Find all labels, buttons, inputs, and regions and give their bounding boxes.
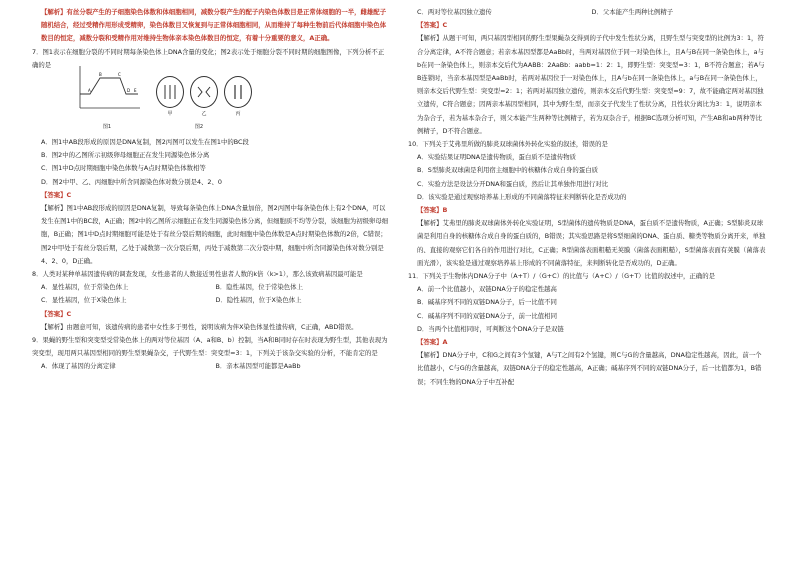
explanation-8: 【解析】由题意可知，该遗传病的患者中女性多于男性，说明该病为伴X染色体显性遗传病，C正确，ABD错误。: [41, 322, 358, 331]
question-8: 8．人类对某种单基因遗传病的调查发现，女性患者的人数接近男性患者人数的k倍（k>1），那么该致病基因最可能是: [32, 270, 363, 279]
figure-2-caption: 图2: [194, 123, 204, 130]
question-9: 9．果蝇的野生型和突变型受常染色体上的两对等位基因（A、a和B、b）控制，当A和B同时存在时表现为野生型，其他表现为突变型，现用两只基因型相同的野生型果蝇杂交，子代野生型：突变型=3：1，下列关于该杂交实验的分析，不能肯定的是: [32, 336, 388, 358]
right-column: [408, 6, 766, 389]
option-11c: C．碱基序列不同的双链DNA分子，前一比值相同: [417, 311, 557, 320]
answer-10: 【答案】B: [417, 206, 448, 215]
explanation-9: 【解析】从题干可知，两只基因型相同的野生型果蝇杂交得到的子代中发生性状分离，且野生型与突变型的比例为3：1，符合分离定律，A不符合题意；若亲本基因型都是AaBb时，当两对基因位于同一对染色体上，且A与B在同一条染色体上，a与b在同一条染色体上，则亲本交后代为AABB：2AaBb：aabb=1：2：1，即野生型：突变型=3：1，B不符合题意；若A与B连锁时，当亲本基因型是AaBb时，若两对基因位于一对染色体上，且A与b在同一条染色体上，a与B在同一条染色体上，则亲本交后代野生型：突变型=2：1；若两对基因独立遗传，则亲本交后代野生型：突变型=9：7，故不能确定两对基因独立遗传，C符合题意；因两亲本基因型相同，其中为野生型，而亲交子代发生了性状分离，且性状分离比为3：1，说明亲本为杂合子，若为基本杂合子，则父本能产生两种等比例精子，若为双杂合子，根据BC选项分析可知，产生AB和ab两种等比例精子，D不符合题意。: [417, 34, 765, 135]
explanation-6: 【解析】有丝分裂产生的子细胞染色体数和体细胞相同，减数分裂产生的配子内染色体数目是正常体细胞的一半，雌雄配子随机结合，经过受精作用形成受精卵，染色体数目又恢复到与正常体细胞相同，从而维持了每种生物前后代体细胞中染色体数目的恒定，减数分裂和受精作用对维持生物体亲本染色体数目的恒定，有着十分重要的意义，A正确。: [41, 8, 387, 43]
explanation-11: 【解析】DNA分子中，C和G之间有3个氢键，A与T之间有2个氢键，则C与G的含量越高，DNA稳定性越高，因此，前一个比值越小，C与G的含量越高，双链DNA分子的稳定性越高，A正确；碱基序列不同的双链DNA分子，后一比值都为1，B错误；不同生物的DNA分子中互补配: [417, 351, 762, 386]
figure-1-caption: 图1: [102, 123, 112, 130]
option-8b: B．隐性基因，位于常染色体上: [215, 283, 303, 292]
question-10: 10．下列关于艾弗里所做的肺炎双球菌体外转化实验的叙述，错误的是: [408, 140, 608, 149]
option-9d: D．父本能产生两种比例精子: [591, 8, 674, 16]
explanation-10: 【解析】艾弗里的肺炎双球菌体外转化实验证明，S型菌体的遗传物质是DNA，蛋白质不是遗传物质，A正确；S型肺炎双球菌是利用自身的核糖体合成自身的蛋白质的，B错误；其实验思路是将S型细菌的DNA、蛋白质、糖类等物质分离开来，单独的、直接的观察它们各自的作用进行对比，C正确；R型菌落表面粗糙无荚膜（菌落表面粗糙），S型菌落表面有荚膜（菌落表面光滑），该实验是通过观察培养基上形成的不同菌落特征，来判断转化是否成功的，D正确。: [417, 219, 766, 267]
svg-text:C: C: [118, 71, 121, 77]
cell-yi: 乙: [190, 76, 218, 121]
options-8ab: [32, 281, 390, 294]
option-7d: D．图2中甲、乙、丙细胞中所含同源染色体对数分别是4、2、0: [41, 177, 222, 186]
question-11: 11．下列关于生物体内DNA分子中（A+T）/（G+C）的比值与（A+C）/（G+T）比值的叙述中，正确的是: [408, 272, 715, 281]
answer-9: 【答案】C: [417, 21, 448, 30]
explanation-7: 【解析】图1中AB段形成的原因是DNA复制，导致每条染色体上DNA含量加倍，图2丙图中每条染色体上有2个DNA，可以发生在图1中的BC段，A正确；图2中的乙图所示细胞正在发生同源染色体分离，但细胞质不均等分裂，该细胞为初级卵母细胞，B正确；图1中D点时期细胞可能是处于有丝分裂后期的细胞，此时细胞中染色体数是A点时期染色体数的2倍，C错误；图2中甲处于有丝分裂后期，乙处于减数第一次分裂后期，丙处于减数第二次分裂中期，细胞中所含同源染色体对数分别是4、2、0，D正确。: [41, 204, 389, 265]
answer-8: 【答案】C: [41, 309, 72, 318]
question-7: 7．图1表示在细胞分裂的不同时期每条染色体上DNA含量的变化；图2表示处于细胞分裂不同时期的细胞图像，下列分析不正确的是: [32, 47, 385, 69]
option-9b: B．亲本基因型可能都是AaBb: [215, 362, 301, 371]
option-9a: A．体现了基因的分离定律: [41, 362, 116, 371]
option-7a: A．图1中AB段形成的原因是DNA复制，图2丙图可以发生在图1中的BC段: [41, 138, 249, 147]
options-8cd: [32, 294, 390, 307]
answer-11: 【答案】A: [417, 338, 448, 347]
option-11a: A．前一个比值越小，双链DNA分子的稳定性越高: [417, 285, 557, 294]
svg-text:D: D: [127, 87, 131, 93]
option-11b: B．碱基序列不同的双链DNA分子，后一比值不同: [417, 298, 557, 307]
options-9cd: [408, 6, 766, 19]
figure-7: [72, 71, 390, 134]
svg-text:A: A: [88, 87, 91, 93]
svg-text:B: B: [99, 71, 102, 77]
option-10a: A．实验结果证明DNA是遗传物质，蛋白质不是遗传物质: [417, 153, 577, 162]
option-11d: D．当两个比值相同时，可判断这个DNA分子是双链: [417, 324, 564, 333]
options-9ab: [32, 360, 390, 373]
figure-1: [72, 64, 142, 134]
svg-text:E: E: [134, 87, 137, 93]
figure-2: [146, 76, 252, 134]
cell-bing: 丙: [224, 76, 252, 121]
option-7b: B．图2中的乙图所示初级卵母细胞正在发生同源染色体分离: [41, 151, 210, 160]
option-7c: C．图1中D点时期细胞中染色体数与A点时期染色体数相等: [41, 164, 206, 173]
option-9c: C．两对等位基因独立遗传: [417, 8, 492, 16]
cell-images: [156, 76, 252, 121]
answer-7: 【答案】C: [41, 190, 72, 199]
option-10b: B．S型肺炎双球菌是利用宿主细胞中的核糖体合成自身的蛋白质: [417, 166, 598, 175]
option-10c: C．实验方法是设法分开DNA和蛋白质，然后让其单独作用进行对比: [417, 179, 609, 188]
left-column: [32, 6, 390, 374]
option-8d: D．隐性基因，位于X染色体上: [215, 296, 302, 305]
cell-jia: 甲: [156, 76, 184, 121]
option-8a: A．显性基因，位于常染色体上: [41, 283, 129, 292]
option-10d: D．该实验是通过观察培养基上形成的不同菌落特征来判断转化是否成功的: [417, 192, 627, 201]
dna-content-graph: [72, 64, 142, 116]
option-8c: C．显性基因，位于X染色体上: [41, 296, 127, 305]
